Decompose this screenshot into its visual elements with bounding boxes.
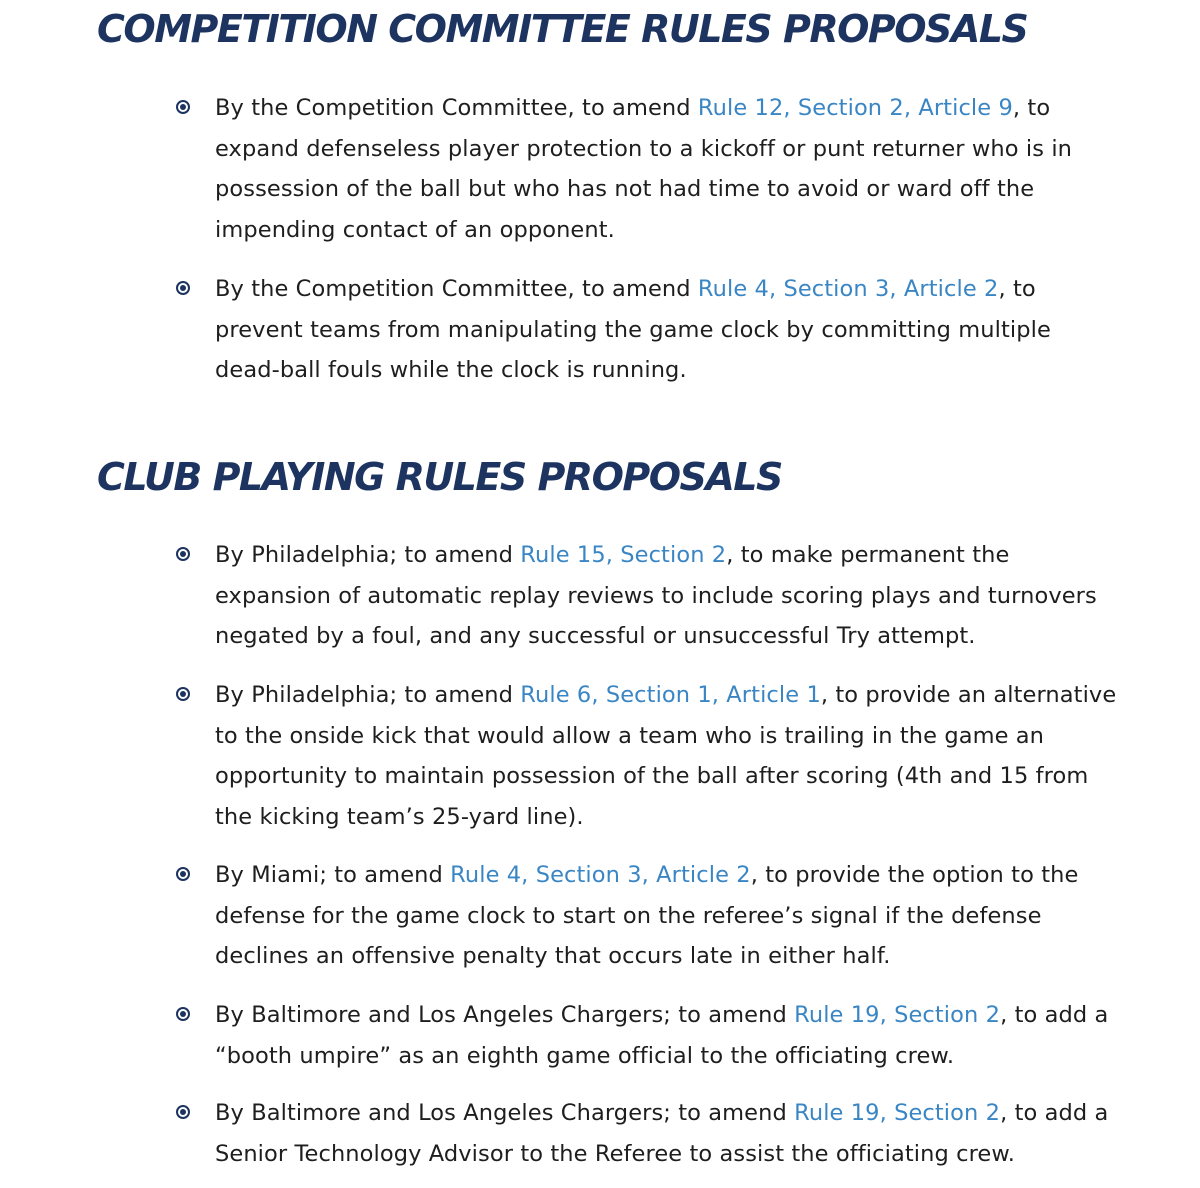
proposal-item [215, 995, 1120, 1076]
proposal-text: By Miami; to amend [215, 862, 451, 888]
bullet-icon [176, 281, 190, 295]
bullet-icon [176, 1105, 190, 1119]
proposal-text: By Baltimore and Los Angeles Chargers; to amend [215, 1100, 795, 1126]
rule-link[interactable]: Rule 19, Section 2 [794, 1100, 1001, 1126]
bullet-icon [176, 867, 190, 881]
proposal-text: , to make permanent the expansion of automatic replay reviews to include scoring plays and turnovers negated by a foul, and any successful or unsuccessful Try attempt. [215, 542, 1097, 650]
rule-link[interactable]: Rule 15, Section 2 [520, 542, 727, 568]
proposal-text: By the Competition Committee, to amend [215, 95, 698, 121]
proposal-item [215, 1093, 1120, 1174]
proposal-text: By the Competition Committee, to amend [215, 276, 698, 302]
proposal-text: , to add a Senior Technology Advisor to the Referee to assist the officiating crew. [215, 1100, 1109, 1167]
proposal-text: , to add a “booth umpire” as an eighth game official to the officiating crew. [215, 1002, 1109, 1069]
bullet-icon [176, 547, 190, 561]
proposal-item [215, 88, 1120, 251]
rule-link[interactable]: Rule 6, Section 1, Article 1 [520, 682, 821, 708]
proposal-text: , to provide an alternative to the onside kick that would allow a team who is trailing in the game an opportunity to maintain possession of the ball after scoring (4th and 15 from the kicking team’s 25-yard line). [215, 682, 1117, 831]
proposal-text: By Philadelphia; to amend [215, 542, 521, 568]
section-title-competition-committee: COMPETITION COMMITTEE RULES PROPOSALS [97, 7, 1028, 51]
rule-link[interactable]: Rule 12, Section 2, Article 9 [697, 95, 1013, 121]
rule-link[interactable]: Rule 19, Section 2 [794, 1002, 1001, 1028]
proposal-item [215, 675, 1120, 838]
bullet-icon [176, 1007, 190, 1021]
proposal-item [215, 855, 1120, 977]
proposal-text: , to expand defenseless player protection to a kickoff or punt returner who is in possession of the ball but who has not had time to avoid or ward off the impending contact of an opponent. [215, 95, 1073, 244]
proposal-text: By Baltimore and Los Angeles Chargers; to amend [215, 1002, 795, 1028]
proposal-item [215, 269, 1120, 391]
section-title-club-playing-rules: CLUB PLAYING RULES PROPOSALS [97, 455, 782, 499]
proposal-text: , to provide the option to the defense for the game clock to start on the referee’s signal if the defense declines an offensive penalty that occurs late in either half. [215, 862, 1079, 970]
proposal-item [215, 535, 1120, 657]
rule-link[interactable]: Rule 4, Section 3, Article 2 [697, 276, 999, 302]
bullet-icon [176, 687, 190, 701]
rule-link[interactable]: Rule 4, Section 3, Article 2 [450, 862, 751, 888]
proposal-text: , to prevent teams from manipulating the game clock by committing multiple dead-ball fouls while the clock is running. [215, 276, 1051, 384]
proposal-text: By Philadelphia; to amend [215, 682, 521, 708]
bullet-icon [176, 100, 190, 114]
